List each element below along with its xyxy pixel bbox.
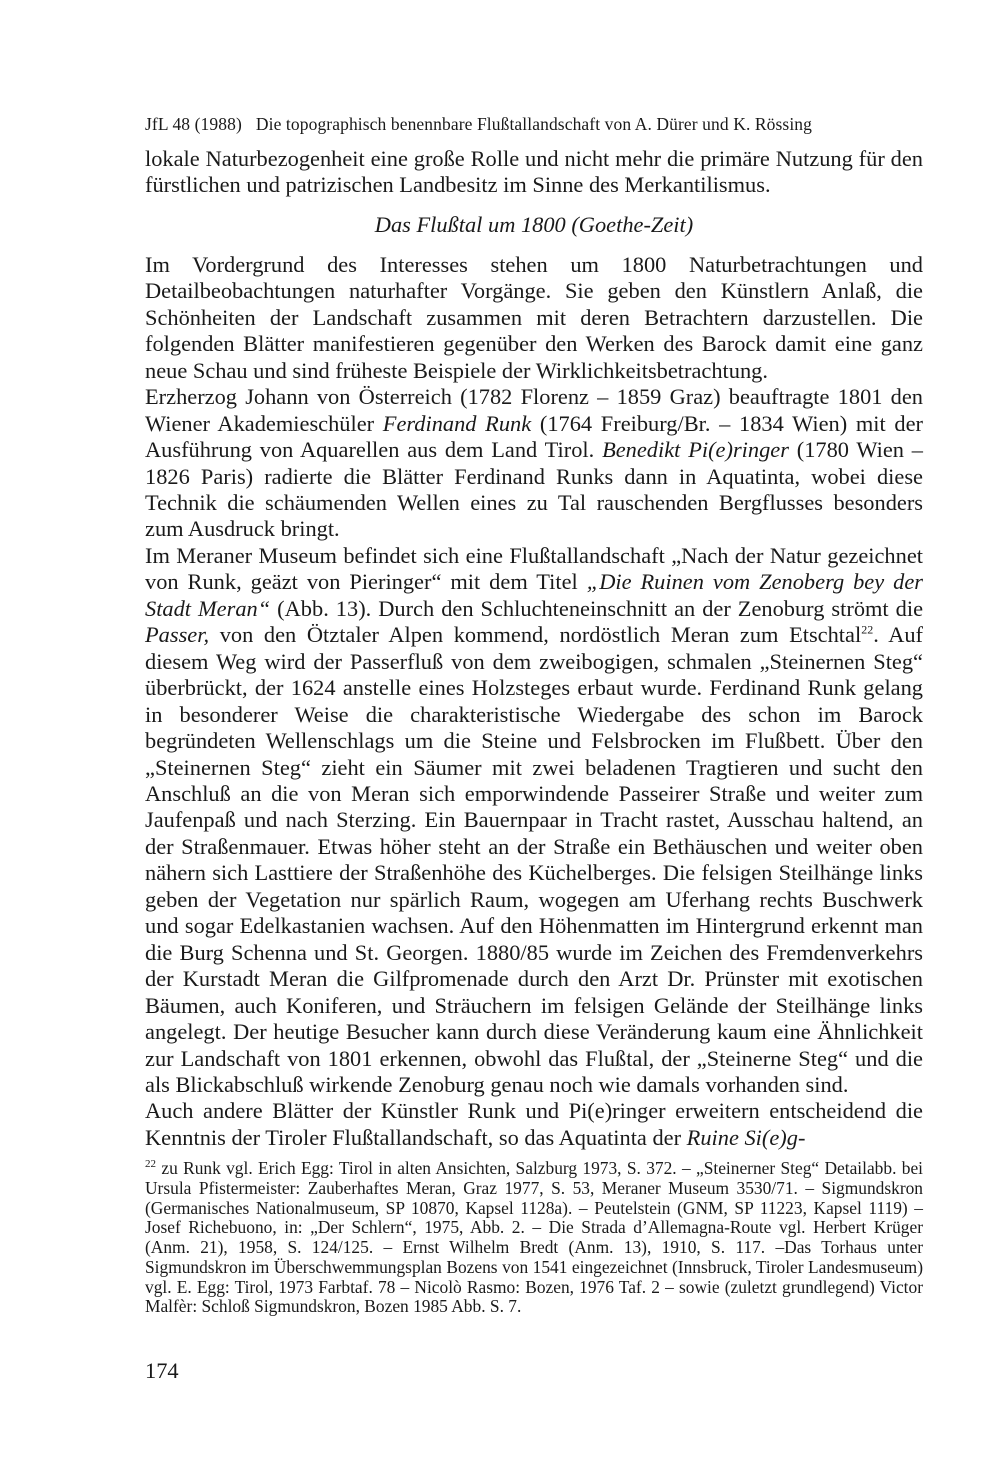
artist-name-runk: Ferdinand Runk [382,410,532,436]
running-head [145,112,923,136]
page-number: 174 [145,1358,179,1383]
journal-reference: JfL 48 (1988) [145,114,242,134]
body-text [145,146,923,1151]
artwork-title-ruine: Ruine Si(e)g- [686,1124,806,1150]
paragraph-1: Im Vordergrund des Interesses stehen um 1800 Naturbetrachtungen und Detailbeobachtungen naturhafter Vorgänge. Sie geben den Künstlern Anlaß, die Schönheiten der Landschaft zusammen mit deren Betrachtern darzustellen. Die folgenden Blätter manifestieren gegenüber den Werken des Barock damit eine ganz neue Schau und sind früheste Beispiele der Wirklichkeitsbetrachtung. [145,251,923,383]
paragraph-3: Im Meraner Museum befindet sich eine Flußtallandschaft „Nach der Natur gezeichnet von Runk, geäzt von Pieringer“ mit dem Titel „Die Ruinen vom Zenoberg bey der Stadt Meran“ (Abb. 13). Durch den Schluchteneinschnitt an der Zenoburg strömt die Passer, von den Ötztaler Alpen kommend, nordöstlich Meran zum Etschtal$^{22}$. Auf diesem Weg wird der Passerfluß von dem zweibogigen, schmalen „Steinernen Steg“ überbrückt, der 1624 anstelle eines Holzsteges erbaut wurde. Ferdinand Runk gelang in besonderer Weise die charakteristische Wiedergabe des schon im Barock begründeten Wellenschlags um die Steine und Felsbrocken im Flußbett. Über den „Steinernen Steg“ zieht ein Säumer mit zwei beladenen Tragtieren und sucht den Anschluß an die von Meran sich emporwindende Passeirer Straße und weiter zum Jaufenpaß und nach Sterzing. Ein Bauernpaar in Tracht rastet, Ausschau haltend, an der Straßenmauer. Etwas höher steht an der Straße ein Bethäuschen und weiter oben nähern sich Lasttiere der Straßenhöhe des Küchelberges. Die felsigen Steilhänge links geben der Vegetation nur spärlich Raum, wogegen am Uferhang rechts Buschwerk und sogar Edelkastanien wachsen. Auf den Höhenmatten im Hintergrund erkennt man die Burg Schenna und St. Georgen. 1880/85 wurde im Zeichen des Fremdenverkehrs der Kurstadt Meran die Gilfpromenade durch den Arzt Dr. Prünster mit exotischen Bäumen, auch Koniferen, und Sträuchern im felsigen Gelände der Steilhänge links angelegt. Der heutige Besucher kann durch diese Veränderung kaum eine Ähnlichkeit zur Landschaft von 1801 erkennen, obwohl das Flußtal, der „Steinerne Steg“ und die als Blickabschluß wirkende Zenoburg genau noch wie damals vorhanden sind. [145,542,924,1097]
article-title: Die topographisch benennbare Flußtallandschaft von A. Dürer und K. Rössing [255,114,813,134]
footnote-number: 22 [145,1158,156,1171]
artist-name-pieringer: Benedikt Pi(e)ringer [602,437,789,463]
paragraph-4: Auch andere Blätter der Künstler Runk und Pi(e)ringer erweitern entscheidend die Kenntnis der Tiroler Flußtallandschaft, so das Aquatinta der Ruine Si(e)g- [145,1098,923,1150]
continuation-paragraph: lokale Naturbezogenheit eine große Rolle und nicht mehr die primäre Nutzung für den fürstlichen und patrizischen Landbesitz im Sinne des Merkantilismus. [145,146,923,198]
section-heading: Das Flußtal um 1800 (Goethe-Zeit) [374,211,694,237]
artwork-title: „Die Ruinen vom Zenoberg bey der Stadt Meran“ [145,569,923,621]
footnote-reference[interactable]: 22 [861,622,874,637]
footnote-text: zu Runk vgl. Erich Egg: Tirol in alten Ansichten, Salzburg 1973, S. 372. – „Steinerner Steg“ Detailabb. bei Ursula Pfistermeister: Zauberhaftes Meran, Graz 1977, S. 53, Meraner Museum 3530/71. – Sigmundskron (Germanisches Nationalmuseum, SP 10870, Kapsel 1128a). – Peutelstein (GNM, SP 11223, Kapsel 1119) – Josef Richebuono, in: „Der Schlern“, 1975, Abb. 2. – Die Strada d’Allemagna-Route vgl. Herbert Krüger (Anm. 21), 1958, S. 124/125. – Ernst Wilhelm Bredt (Anm. 13), 1910, S. 117. –Das Torhaus unter Sigmundskron im Überschwemmungsplan Bozens von 1541 eingezeichnet (Innsbruck, Tiroler Landesmuseum) vgl. E. Egg: Tirol, 1973 Farbtaf. 78 – Nicolò Rasmo: Bozen, 1976 Taf. 2 – sowie (zuletzt grundlegend) Victor Malfèr: Schloß Sigmundskron, Bozen 1985 Abb. S. 7. [145,1158,923,1317]
river-name: Passer, [145,622,210,648]
paragraph-2: Erzherzog Johann von Österreich (1782 Florenz – 1859 Graz) beauftragte 1801 den Wiener Akademieschüler Ferdinand Runk (1764 Freiburg/Br. – 1834 Wien) mit der Ausführung von Aquarellen aus dem Land Tirol. Benedikt Pi(e)ringer (1780 Wien – 1826 Paris) radierte die Blätter Ferdinand Runks dann in Aquatinta, wobei diese Technik die schäumenden Wellen eines zu Tal rauschenden Bergflusses besonders zum Ausdruck bringt. [145,384,923,542]
footnote [145,1159,923,1317]
page-content [145,112,923,1317]
